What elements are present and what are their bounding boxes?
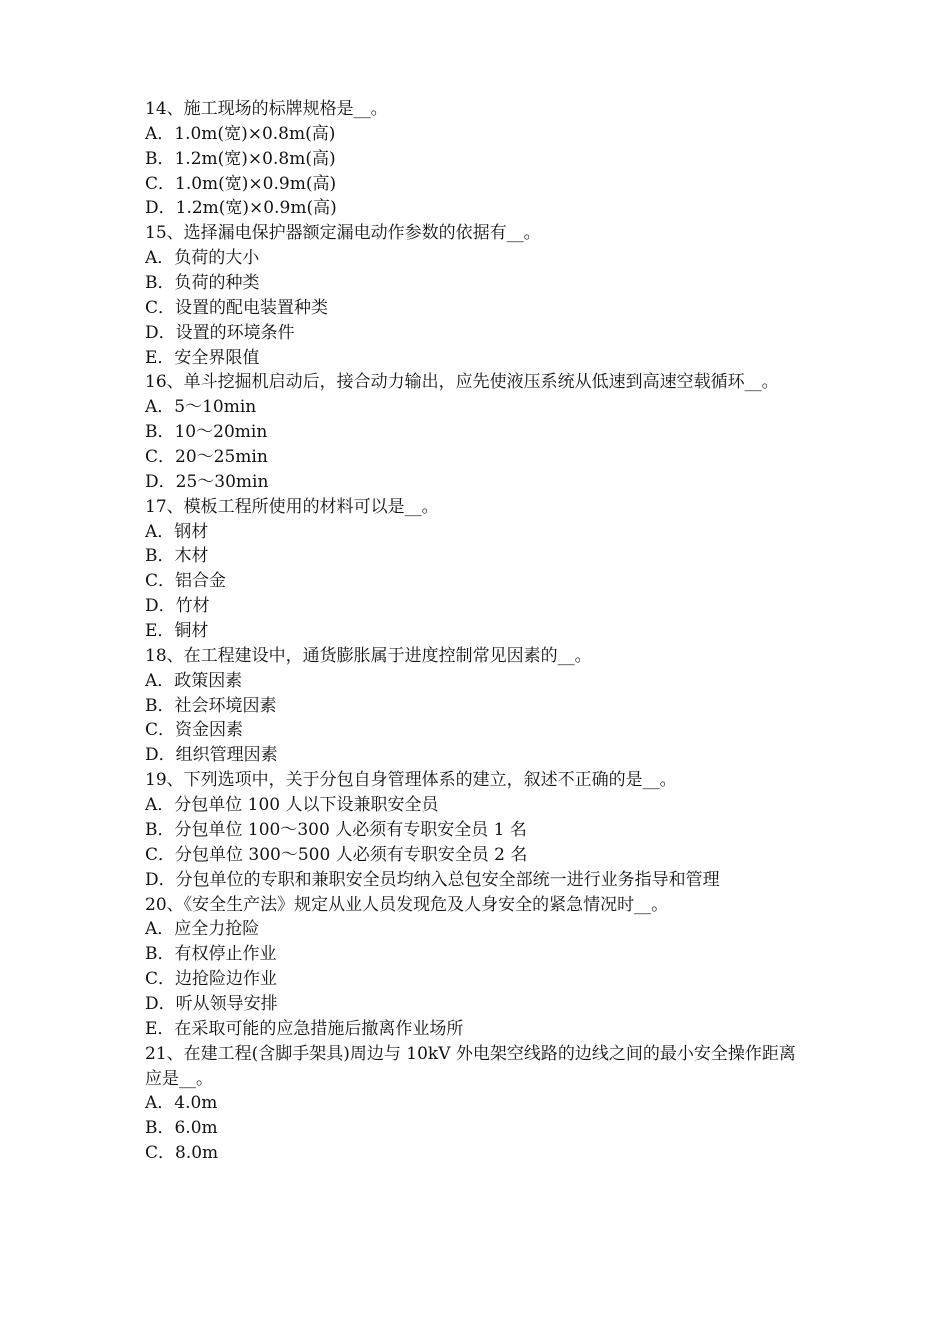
question-text: 20、《安全生产法》规定从业人员发现危及人身安全的紧急情况时__。 xyxy=(145,894,669,915)
option-b: B．社会环境因素 xyxy=(145,695,277,716)
question-text: 17、模板工程所使用的材料可以是__。 xyxy=(145,496,439,517)
option-a: A．1.0m(宽)×0.8m(高) xyxy=(145,123,336,144)
option-c: C．1.0m(宽)×0.9m(高) xyxy=(145,173,337,194)
option-b: B．10～20min xyxy=(145,422,268,443)
question-18 xyxy=(145,644,825,768)
option-d: D．组织管理因素 xyxy=(145,745,278,766)
question-text: 18、在工程建设中，通货膨胀属于进度控制常见因素的__。 xyxy=(145,645,592,666)
option-a: A．5～10min xyxy=(145,397,257,418)
option-e: E．在采取可能的应急措施后撤离作业场所 xyxy=(145,1018,464,1039)
option-b: B．6.0m xyxy=(145,1118,218,1139)
option-e: E．铜材 xyxy=(145,621,209,642)
option-d: D．25～30min xyxy=(145,471,269,492)
option-d: D．设置的环境条件 xyxy=(145,322,295,343)
option-b: B．木材 xyxy=(145,546,209,567)
option-a: A．钢材 xyxy=(145,521,209,542)
option-d: D．分包单位的专职和兼职安全员均纳入总包安全部统一进行业务指导和管理 xyxy=(145,869,720,890)
option-d: D．竹材 xyxy=(145,596,210,617)
question-text: 21、在建工程(含脚手架具)周边与 10kV 外电架空线路的边线之间的最小安全操作距离应是__。 xyxy=(145,1043,796,1089)
question-text: 16、单斗挖掘机启动后，接合动力输出，应先使液压系统从低速到高速空载循环__。 xyxy=(145,372,779,393)
option-d: D．1.2m(宽)×0.9m(高) xyxy=(145,198,337,219)
option-a: A．负荷的大小 xyxy=(145,248,260,269)
option-c: C．资金因素 xyxy=(145,720,244,741)
question-20 xyxy=(145,893,825,1042)
question-15 xyxy=(145,221,825,370)
option-a: A．4.0m xyxy=(145,1093,218,1114)
option-c: C．20～25min xyxy=(145,447,268,468)
option-c: C．铝合金 xyxy=(145,571,227,592)
option-c: C．边抢险边作业 xyxy=(145,969,278,990)
question-text: 15、选择漏电保护器额定漏电动作参数的依据有__。 xyxy=(145,223,541,244)
option-c: C．设置的配电装置种类 xyxy=(145,297,329,318)
option-d: D．听从领导安排 xyxy=(145,993,278,1014)
option-a: A．分包单位 100 人以下设兼职安全员 xyxy=(145,795,439,816)
option-b: B．1.2m(宽)×0.8m(高) xyxy=(145,148,336,169)
option-b: B．负荷的种类 xyxy=(145,273,260,294)
option-e: E．安全界限值 xyxy=(145,347,260,368)
question-text: 19、下列选项中，关于分包自身管理体系的建立，叙述不正确的是__。 xyxy=(145,770,677,791)
question-19 xyxy=(145,768,825,892)
option-b: B．分包单位 100～300 人必须有专职安全员 1 名 xyxy=(145,819,527,840)
question-17 xyxy=(145,495,825,644)
option-b: B．有权停止作业 xyxy=(145,944,277,965)
question-16 xyxy=(145,370,825,494)
question-text: 14、施工现场的标牌规格是__。 xyxy=(145,99,388,119)
option-a: A．政策因素 xyxy=(145,670,243,691)
option-c: C．8.0m xyxy=(145,1143,219,1164)
option-c: C．分包单位 300～500 人必须有专职安全员 2 名 xyxy=(145,844,528,865)
option-a: A．应全力抢险 xyxy=(145,919,260,940)
document-page xyxy=(145,97,825,1166)
question-14 xyxy=(145,97,825,221)
question-21 xyxy=(145,1042,825,1166)
